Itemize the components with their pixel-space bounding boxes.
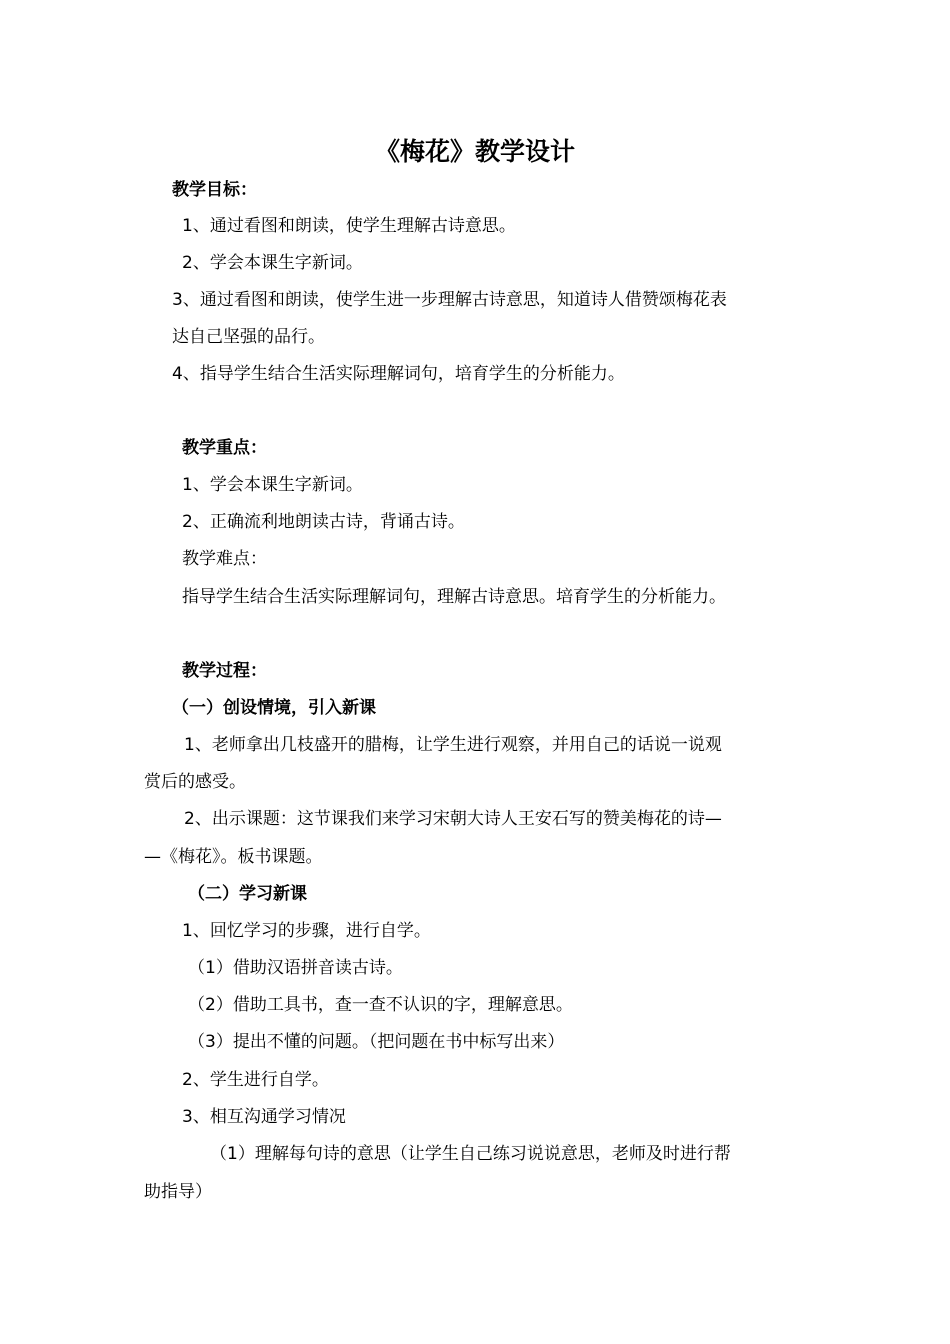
section-2-step-3-sub-1-line-1: （1）理解每句诗的意思（让学生自己练习说说意思，老师及时进行帮	[210, 1144, 731, 1164]
key-point-item-1: 1、学会本课生字新词。	[182, 475, 363, 495]
difficulties-heading: 教学难点：	[182, 549, 267, 569]
section-2-sub-1: （1）借助汉语拼音读古诗。	[188, 958, 403, 978]
difficulties-text: 指导学生结合生活实际理解词句，理解古诗意思。培育学生的分析能力。	[182, 587, 726, 607]
section-2-step-1: 1、回忆学习的步骤，进行自学。	[182, 921, 431, 941]
section-1-step-1-line-1: 1、老师拿出几枝盛开的腊梅，让学生进行观察，并用自己的话说一说观	[184, 735, 722, 755]
section-2-step-3: 3、相互沟通学习情况	[182, 1107, 346, 1127]
section-1-heading: （一）创设情境，引入新课	[172, 698, 376, 718]
objective-item-1: 1、通过看图和朗读，使学生理解古诗意思。	[182, 216, 516, 236]
objective-item-3-line-2: 达自己坚强的品行。	[172, 327, 325, 347]
section-2-heading: （二）学习新课	[188, 884, 307, 904]
section-2-sub-3: （3）提出不懂的问题。（把问题在书中标写出来）	[188, 1032, 565, 1052]
section-2-step-3-sub-1-line-2: 助指导）	[144, 1182, 212, 1202]
section-2-step-2: 2、学生进行自学。	[182, 1070, 329, 1090]
objective-item-2: 2、学会本课生字新词。	[182, 253, 363, 273]
key-points-heading: 教学重点：	[182, 438, 267, 458]
section-1-step-2-line-2: —《梅花》。板书课题。	[144, 847, 323, 867]
document-title: 《梅花》教学设计	[374, 137, 575, 166]
section-2-sub-2: （2）借助工具书，查一查不认识的字，理解意思。	[188, 995, 573, 1015]
objectives-heading: 教学目标：	[172, 180, 257, 200]
section-1-step-2-line-1: 2、出示课题：这节课我们来学习宋朝大诗人王安石写的赞美梅花的诗—	[184, 809, 722, 829]
objective-item-4: 4、指导学生结合生活实际理解词句，培育学生的分析能力。	[172, 364, 625, 384]
objective-item-3-line-1: 3、通过看图和朗读，使学生进一步理解古诗意思，知道诗人借赞颂梅花表	[172, 290, 727, 310]
process-heading: 教学过程：	[182, 661, 267, 681]
section-1-step-1-line-2: 赏后的感受。	[144, 772, 246, 792]
key-point-item-2: 2、正确流利地朗读古诗，背诵古诗。	[182, 512, 465, 532]
